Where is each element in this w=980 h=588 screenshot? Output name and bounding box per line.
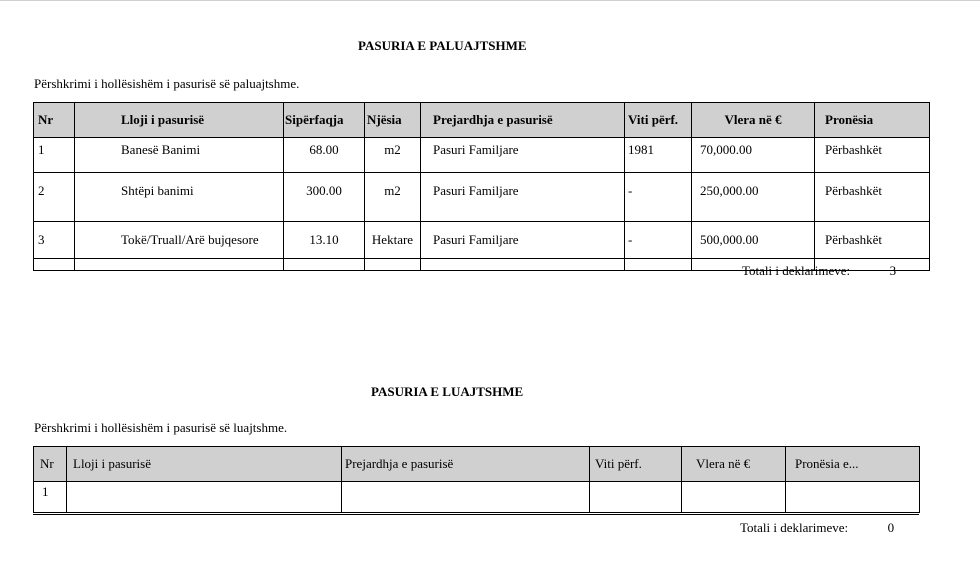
movable-section-title: PASURIA E LUAJTSHME [371, 384, 524, 399]
cell-ownership: Përbashkët [815, 222, 930, 271]
cell-value [682, 482, 786, 513]
cell-type: Shtëpi banimi [75, 173, 284, 222]
cell-nr: 1 [34, 482, 67, 513]
movable-total-label: Totali i deklarimeve: [740, 520, 849, 535]
cell-unit: m2 [365, 173, 421, 222]
cell-type [67, 482, 342, 513]
cell-value: 500,000.00 [692, 222, 815, 271]
header-value: Vlera në € [682, 447, 786, 482]
cell-nr: 1 [34, 138, 75, 173]
cell-origin: Pasuri Familjare [421, 173, 625, 222]
header-nr: Nr [34, 447, 67, 482]
cell-type: Banesë Banimi [75, 138, 284, 173]
table-row [34, 138, 930, 173]
header-type: Lloji i pasurisë [75, 103, 284, 138]
cell-ownership [786, 482, 920, 513]
table-row [34, 173, 930, 222]
header-area: Sipërfaqja [284, 103, 365, 138]
cell-origin: Pasuri Familjare [421, 222, 625, 271]
immovable-section-title: PASURIA E PALUAJTSHME [358, 38, 527, 53]
cell-unit: Hektare [365, 222, 421, 271]
cell-origin: Pasuri Familjare [421, 138, 625, 173]
cell-year: - [625, 173, 692, 222]
cell-origin [342, 482, 590, 513]
header-year: Viti përf. [625, 103, 692, 138]
header-type: Lloji i pasurisë [67, 447, 342, 482]
cell-type: Tokë/Truall/Arë bujqesore [75, 222, 284, 271]
cell-nr: 3 [34, 222, 75, 271]
table-header-row [34, 447, 920, 482]
header-nr: Nr [34, 103, 75, 138]
cell-ownership: Përbashkët [815, 173, 930, 222]
movable-table-bottom-rule [33, 514, 919, 515]
immovable-assets-table [33, 102, 930, 271]
table-row [34, 482, 920, 513]
cell-value: 70,000.00 [692, 138, 815, 173]
movable-total-value: 0 [887, 520, 895, 535]
header-unit: Njësia [365, 103, 421, 138]
header-origin: Prejardhja e pasurisë [421, 103, 625, 138]
immovable-total-value: 3 [889, 263, 897, 278]
cell-area: 68.00 [284, 138, 365, 173]
page-top-border [0, 0, 980, 1]
cell-area: 13.10 [284, 222, 365, 271]
cell-year: 1981 [625, 138, 692, 173]
cell-value: 250,000.00 [692, 173, 815, 222]
immovable-total [742, 263, 896, 279]
table-header-row [34, 103, 930, 138]
header-ownership: Pronësia [815, 103, 930, 138]
cell-unit: m2 [365, 138, 421, 173]
header-value: Vlera në € [692, 103, 815, 138]
header-year: Viti përf. [590, 447, 682, 482]
movable-section-description: Përshkrimi i hollësishëm i pasurisë së luajtshme. [34, 420, 288, 435]
immovable-section-description: Përshkrimi i hollësishëm i pasurisë së paluajtshme. [34, 76, 300, 91]
header-ownership: Pronësia e... [786, 447, 920, 482]
cell-year [590, 482, 682, 513]
cell-year: - [625, 222, 692, 271]
cell-nr: 2 [34, 173, 75, 222]
movable-assets-table [33, 446, 920, 513]
immovable-table-bottom-rule [33, 258, 929, 259]
immovable-total-label: Totali i deklarimeve: [742, 263, 851, 278]
cell-ownership: Përbashkët [815, 138, 930, 173]
header-origin: Prejardhja e pasurisë [342, 447, 590, 482]
movable-total [740, 520, 894, 536]
cell-area: 300.00 [284, 173, 365, 222]
